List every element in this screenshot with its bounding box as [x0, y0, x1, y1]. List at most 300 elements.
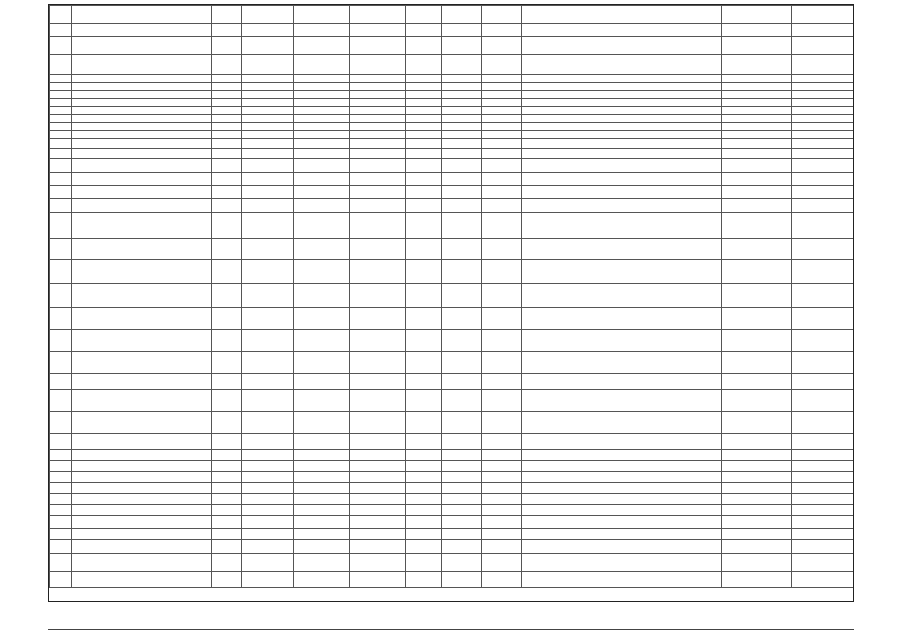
table-cell	[522, 173, 722, 186]
table-cell	[522, 516, 722, 529]
table-cell	[442, 572, 482, 588]
table-cell	[722, 91, 792, 99]
table-cell	[482, 494, 522, 505]
table-cell	[722, 173, 792, 186]
table-cell	[242, 91, 294, 99]
table-cell	[212, 37, 242, 55]
table-cell	[406, 516, 442, 529]
table-cell	[406, 434, 442, 450]
table-cell	[792, 131, 855, 139]
table-cell	[482, 412, 522, 434]
table-cell	[50, 91, 72, 99]
table-cell	[212, 529, 242, 540]
table-cell	[72, 284, 212, 308]
table-cell	[350, 540, 406, 554]
table-cell	[442, 83, 482, 91]
table-cell	[72, 308, 212, 330]
table-cell	[442, 123, 482, 131]
table-cell	[406, 529, 442, 540]
table-cell	[212, 505, 242, 516]
table-cell	[722, 186, 792, 199]
table-cell	[406, 55, 442, 75]
table-row	[50, 554, 855, 572]
table-cell	[212, 352, 242, 374]
table-cell	[522, 529, 722, 540]
table-cell	[406, 24, 442, 37]
table-cell	[522, 505, 722, 516]
table-cell	[522, 139, 722, 149]
table-cell	[442, 149, 482, 159]
table-cell	[242, 352, 294, 374]
table-cell	[50, 139, 72, 149]
table-cell	[50, 554, 72, 572]
table-cell	[242, 472, 294, 483]
table-cell	[442, 75, 482, 83]
table-cell	[442, 186, 482, 199]
table-cell	[50, 186, 72, 199]
table-cell	[792, 505, 855, 516]
table-cell	[406, 75, 442, 83]
table-cell	[406, 483, 442, 494]
table-cell	[722, 374, 792, 390]
table-cell	[442, 6, 482, 24]
table-cell	[350, 199, 406, 213]
table-cell	[242, 330, 294, 352]
table-cell	[212, 75, 242, 83]
table-cell	[242, 461, 294, 472]
table-cell	[792, 139, 855, 149]
table-cell	[522, 572, 722, 588]
table-cell	[792, 472, 855, 483]
table-cell	[212, 239, 242, 260]
table-cell	[406, 472, 442, 483]
table-cell	[522, 434, 722, 450]
table-cell	[72, 494, 212, 505]
table-cell	[792, 434, 855, 450]
table-cell	[50, 131, 72, 139]
table-cell	[72, 483, 212, 494]
table-cell	[72, 572, 212, 588]
table-cell	[522, 374, 722, 390]
table-cell	[482, 434, 522, 450]
table-cell	[242, 529, 294, 540]
table-cell	[522, 213, 722, 239]
table-cell	[406, 352, 442, 374]
table-row	[50, 107, 855, 115]
table-cell	[212, 494, 242, 505]
table-cell	[442, 540, 482, 554]
table-cell	[294, 186, 350, 199]
table-cell	[294, 239, 350, 260]
table-cell	[442, 472, 482, 483]
table-cell	[722, 107, 792, 115]
table-cell	[442, 37, 482, 55]
table-cell	[350, 529, 406, 540]
table-cell	[522, 107, 722, 115]
table-row	[50, 131, 855, 139]
table-cell	[294, 83, 350, 91]
table-cell	[406, 540, 442, 554]
table-cell	[72, 239, 212, 260]
table-cell	[50, 352, 72, 374]
table-cell	[294, 516, 350, 529]
table-cell	[722, 37, 792, 55]
table-cell	[522, 461, 722, 472]
table-cell	[350, 6, 406, 24]
table-cell	[350, 284, 406, 308]
table-cell	[522, 412, 722, 434]
table-cell	[242, 390, 294, 412]
table-cell	[722, 24, 792, 37]
table-cell	[212, 390, 242, 412]
table-cell	[522, 390, 722, 412]
table-cell	[482, 159, 522, 173]
table-cell	[72, 434, 212, 450]
table-cell	[350, 173, 406, 186]
table-cell	[482, 173, 522, 186]
table-cell	[294, 173, 350, 186]
table-cell	[482, 529, 522, 540]
table-cell	[406, 412, 442, 434]
table-cell	[350, 390, 406, 412]
table-cell	[350, 516, 406, 529]
table-cell	[294, 149, 350, 159]
table-cell	[792, 572, 855, 588]
table-cell	[294, 330, 350, 352]
table-row	[50, 99, 855, 107]
table-cell	[212, 149, 242, 159]
table-cell	[406, 330, 442, 352]
table-cell	[792, 173, 855, 186]
table-cell	[522, 123, 722, 131]
table-cell	[50, 516, 72, 529]
table-cell	[406, 6, 442, 24]
table-cell	[722, 572, 792, 588]
table-row	[50, 505, 855, 516]
table-cell	[350, 352, 406, 374]
table-cell	[294, 260, 350, 284]
table-row	[50, 115, 855, 123]
table-row	[50, 24, 855, 37]
table-cell	[50, 572, 72, 588]
table-cell	[406, 374, 442, 390]
table-row	[50, 199, 855, 213]
table-cell	[72, 107, 212, 115]
table-cell	[792, 186, 855, 199]
table-cell	[242, 83, 294, 91]
table-cell	[212, 115, 242, 123]
table-row	[50, 374, 855, 390]
table-row	[50, 412, 855, 434]
table-cell	[50, 412, 72, 434]
table-cell	[482, 239, 522, 260]
table-cell	[212, 99, 242, 107]
table-cell	[792, 83, 855, 91]
table-cell	[294, 99, 350, 107]
table-cell	[792, 494, 855, 505]
table-cell	[50, 390, 72, 412]
table-cell	[792, 374, 855, 390]
table-cell	[294, 75, 350, 83]
table-cell	[482, 131, 522, 139]
table-cell	[482, 516, 522, 529]
table-row	[50, 173, 855, 186]
table-cell	[482, 91, 522, 99]
table-cell	[294, 529, 350, 540]
table-cell	[792, 450, 855, 461]
table-cell	[522, 83, 722, 91]
table-cell	[242, 505, 294, 516]
table-cell	[242, 131, 294, 139]
table-cell	[72, 131, 212, 139]
table-cell	[522, 330, 722, 352]
table-row	[50, 284, 855, 308]
table-cell	[72, 352, 212, 374]
table-cell	[442, 199, 482, 213]
table-cell	[350, 99, 406, 107]
table-cell	[242, 55, 294, 75]
table-row	[50, 529, 855, 540]
table-cell	[294, 308, 350, 330]
table-cell	[722, 554, 792, 572]
table-cell	[350, 24, 406, 37]
table-cell	[242, 199, 294, 213]
table-cell	[442, 173, 482, 186]
table-cell	[212, 461, 242, 472]
table-cell	[50, 159, 72, 173]
table-cell	[722, 260, 792, 284]
table-cell	[294, 450, 350, 461]
table-cell	[792, 284, 855, 308]
table-cell	[482, 450, 522, 461]
table-cell	[212, 213, 242, 239]
table-cell	[406, 91, 442, 99]
table-cell	[242, 37, 294, 55]
table-cell	[50, 99, 72, 107]
table-cell	[792, 99, 855, 107]
table-cell	[442, 450, 482, 461]
table-cell	[722, 115, 792, 123]
table-cell	[406, 284, 442, 308]
table-cell	[50, 75, 72, 83]
table-cell	[242, 516, 294, 529]
table-cell	[482, 199, 522, 213]
table-row	[50, 91, 855, 99]
table-cell	[792, 308, 855, 330]
table-cell	[50, 450, 72, 461]
table-cell	[294, 139, 350, 149]
table-cell	[242, 554, 294, 572]
table-cell	[350, 115, 406, 123]
table-cell	[792, 115, 855, 123]
table-cell	[722, 159, 792, 173]
table-cell	[522, 450, 722, 461]
table-cell	[350, 186, 406, 199]
table-cell	[294, 483, 350, 494]
table-cell	[212, 24, 242, 37]
table-cell	[294, 24, 350, 37]
table-cell	[350, 330, 406, 352]
table-cell	[350, 239, 406, 260]
table-cell	[406, 213, 442, 239]
table-cell	[72, 139, 212, 149]
table-cell	[50, 55, 72, 75]
table-cell	[350, 374, 406, 390]
table-cell	[482, 123, 522, 131]
table-cell	[482, 483, 522, 494]
table-cell	[722, 461, 792, 472]
table-cell	[350, 260, 406, 284]
table-cell	[72, 55, 212, 75]
table-cell	[212, 330, 242, 352]
table-cell	[482, 24, 522, 37]
table-row	[50, 83, 855, 91]
table-cell	[442, 239, 482, 260]
table-cell	[242, 75, 294, 83]
table-cell	[72, 412, 212, 434]
table-cell	[350, 308, 406, 330]
table-cell	[792, 123, 855, 131]
table-cell	[72, 554, 212, 572]
table-cell	[722, 516, 792, 529]
table-cell	[50, 540, 72, 554]
table-cell	[442, 374, 482, 390]
table-cell	[350, 75, 406, 83]
table-cell	[522, 37, 722, 55]
table-cell	[72, 213, 212, 239]
table-cell	[212, 199, 242, 213]
table-cell	[522, 239, 722, 260]
table-cell	[722, 131, 792, 139]
table-cell	[722, 505, 792, 516]
table-cell	[482, 308, 522, 330]
table-cell	[482, 213, 522, 239]
table-cell	[792, 91, 855, 99]
table-cell	[522, 308, 722, 330]
table-row	[50, 159, 855, 173]
table-cell	[406, 461, 442, 472]
table-cell	[792, 159, 855, 173]
table-cell	[792, 260, 855, 284]
table-cell	[442, 107, 482, 115]
table-cell	[242, 149, 294, 159]
table-cell	[482, 390, 522, 412]
table-cell	[522, 494, 722, 505]
table-cell	[792, 540, 855, 554]
table-cell	[522, 199, 722, 213]
table-cell	[294, 123, 350, 131]
table-cell	[294, 505, 350, 516]
table-row	[50, 434, 855, 450]
table-cell	[72, 516, 212, 529]
table-cell	[350, 494, 406, 505]
table-cell	[792, 213, 855, 239]
table-cell	[242, 107, 294, 115]
table-row	[50, 37, 855, 55]
table-cell	[72, 199, 212, 213]
table-cell	[406, 149, 442, 159]
table-cell	[722, 308, 792, 330]
table-cell	[212, 308, 242, 330]
table-cell	[482, 186, 522, 199]
table-cell	[722, 434, 792, 450]
table-row	[50, 330, 855, 352]
table-cell	[294, 540, 350, 554]
table-cell	[72, 472, 212, 483]
table-cell	[442, 213, 482, 239]
table-cell	[522, 472, 722, 483]
table-row	[50, 494, 855, 505]
table-cell	[50, 213, 72, 239]
table-cell	[242, 213, 294, 239]
table-cell	[406, 308, 442, 330]
table-cell	[350, 123, 406, 131]
table-cell	[50, 483, 72, 494]
table-cell	[442, 55, 482, 75]
table-cell	[722, 123, 792, 131]
table-cell	[442, 260, 482, 284]
table-cell	[242, 494, 294, 505]
table-cell	[350, 55, 406, 75]
table-cell	[50, 149, 72, 159]
table-cell	[294, 55, 350, 75]
table-cell	[242, 260, 294, 284]
table-cell	[212, 554, 242, 572]
table-cell	[350, 149, 406, 159]
table-cell	[350, 91, 406, 99]
table-cell	[406, 239, 442, 260]
table-cell	[72, 374, 212, 390]
table-cell	[442, 516, 482, 529]
table-cell	[522, 75, 722, 83]
table-cell	[722, 450, 792, 461]
table-cell	[406, 494, 442, 505]
table-cell	[350, 505, 406, 516]
table-row	[50, 149, 855, 159]
table-cell	[792, 75, 855, 83]
table-cell	[442, 494, 482, 505]
table-cell	[350, 434, 406, 450]
table-cell	[242, 374, 294, 390]
table-cell	[50, 6, 72, 24]
table-cell	[442, 284, 482, 308]
table-cell	[212, 186, 242, 199]
table-cell	[72, 330, 212, 352]
table-cell	[242, 572, 294, 588]
table-row	[50, 139, 855, 149]
table-row	[50, 572, 855, 588]
table-cell	[72, 186, 212, 199]
table-cell	[722, 55, 792, 75]
table-cell	[350, 483, 406, 494]
table-row	[50, 450, 855, 461]
table-cell	[792, 554, 855, 572]
table-cell	[50, 330, 72, 352]
table-cell	[350, 472, 406, 483]
table-row	[50, 540, 855, 554]
table-cell	[722, 239, 792, 260]
table-cell	[72, 505, 212, 516]
table-cell	[72, 149, 212, 159]
table-cell	[482, 37, 522, 55]
table-body	[50, 6, 855, 588]
table-cell	[72, 99, 212, 107]
table-row	[50, 239, 855, 260]
table-cell	[50, 374, 72, 390]
table-cell	[242, 173, 294, 186]
table-cell	[72, 91, 212, 99]
table-cell	[50, 308, 72, 330]
